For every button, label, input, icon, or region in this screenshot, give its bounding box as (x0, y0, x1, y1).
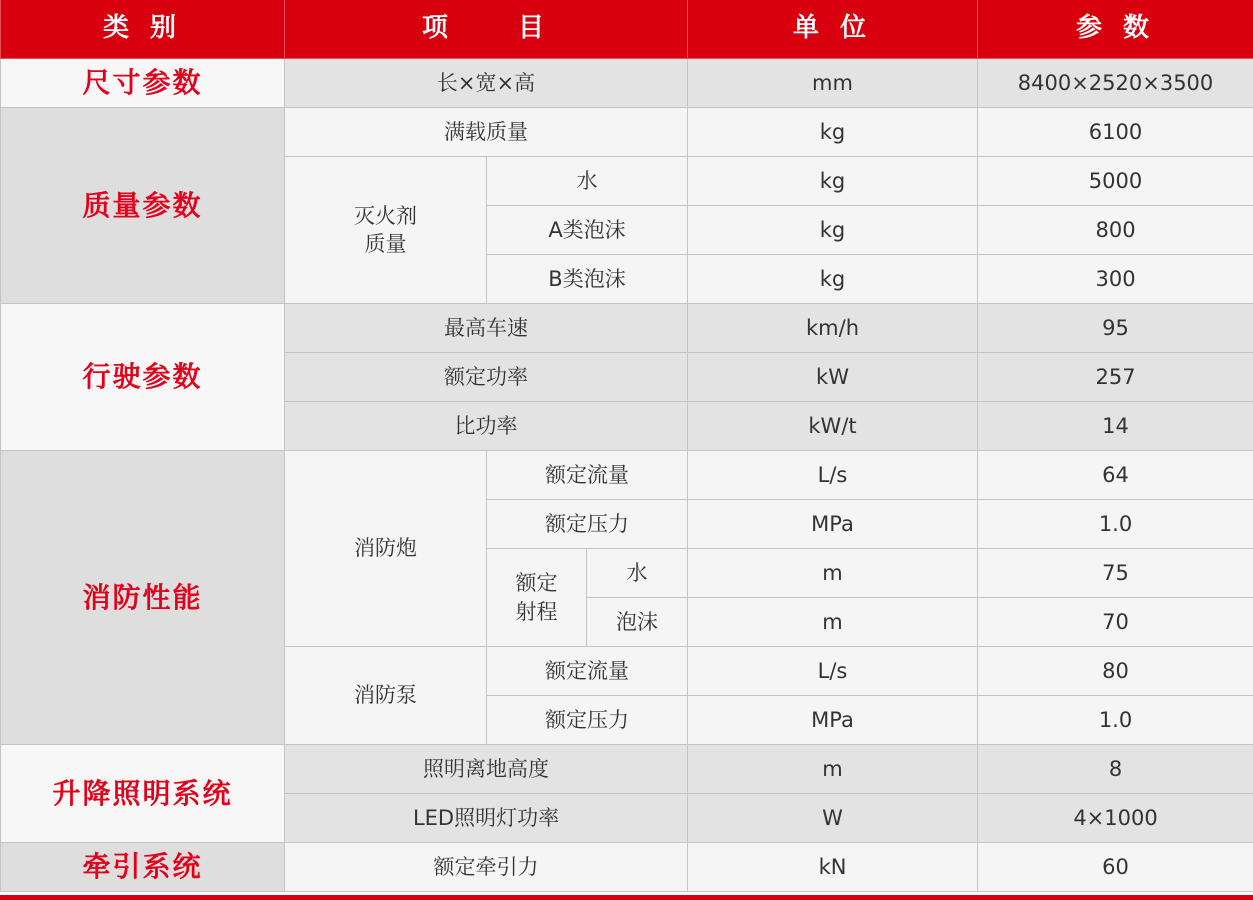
pump-label: 消防泵 (285, 647, 487, 745)
value-cell: 70 (978, 598, 1253, 647)
table-row (1, 843, 1253, 892)
item-cell: LED照明灯功率 (285, 794, 688, 843)
item-cell: 长×宽×高 (285, 59, 688, 108)
value-cell: 95 (978, 304, 1253, 353)
header-item: 项 目 (285, 0, 688, 59)
item-cell: B类泡沫 (487, 255, 688, 304)
item-cell: 照明离地高度 (285, 745, 688, 794)
value-cell: 8 (978, 745, 1253, 794)
value-cell: 1.0 (978, 500, 1253, 549)
value-cell: 80 (978, 647, 1253, 696)
unit-cell: kg (688, 206, 978, 255)
unit-cell: kg (688, 255, 978, 304)
table-row (1, 108, 1253, 157)
category-driving: 行驶参数 (1, 304, 285, 451)
item-cell: 满载质量 (285, 108, 688, 157)
unit-cell: L/s (688, 451, 978, 500)
item-cell: 额定功率 (285, 353, 688, 402)
item-cell: 比功率 (285, 402, 688, 451)
cannon-label: 消防炮 (285, 451, 487, 647)
table-row (1, 451, 1253, 500)
unit-cell: m (688, 598, 978, 647)
table-row (1, 304, 1253, 353)
range-label: 额定 射程 (487, 549, 587, 647)
header-unit: 单 位 (688, 0, 978, 59)
category-mass: 质量参数 (1, 108, 285, 304)
item-cell: 额定流量 (487, 451, 688, 500)
unit-cell: kg (688, 157, 978, 206)
header-param: 参 数 (978, 0, 1253, 59)
unit-cell: W (688, 794, 978, 843)
unit-cell: L/s (688, 647, 978, 696)
unit-cell: m (688, 549, 978, 598)
bottom-accent-bar (0, 895, 1253, 900)
unit-cell: kg (688, 108, 978, 157)
value-cell: 4×1000 (978, 794, 1253, 843)
category-lighting: 升降照明系统 (1, 745, 285, 843)
table-row (1, 59, 1253, 108)
item-cell: 额定牵引力 (285, 843, 688, 892)
value-cell: 14 (978, 402, 1253, 451)
unit-cell: kN (688, 843, 978, 892)
unit-cell: kW/t (688, 402, 978, 451)
value-cell: 64 (978, 451, 1253, 500)
value-cell: 60 (978, 843, 1253, 892)
item-cell: 额定压力 (487, 696, 688, 745)
item-cell: 水 (487, 157, 688, 206)
item-cell: 额定压力 (487, 500, 688, 549)
unit-cell: km/h (688, 304, 978, 353)
unit-cell: kW (688, 353, 978, 402)
value-cell: 300 (978, 255, 1253, 304)
header-row (1, 0, 1253, 59)
unit-cell: mm (688, 59, 978, 108)
category-traction: 牵引系统 (1, 843, 285, 892)
category-fire: 消防性能 (1, 451, 285, 745)
item-cell: A类泡沫 (487, 206, 688, 255)
value-cell: 6100 (978, 108, 1253, 157)
unit-cell: MPa (688, 696, 978, 745)
item-cell: 最高车速 (285, 304, 688, 353)
category-size: 尺寸参数 (1, 59, 285, 108)
item-cell: 泡沫 (587, 598, 688, 647)
value-cell: 1.0 (978, 696, 1253, 745)
table-row (1, 745, 1253, 794)
value-cell: 257 (978, 353, 1253, 402)
header-category: 类 别 (1, 0, 285, 59)
item-cell: 额定流量 (487, 647, 688, 696)
item-cell: 水 (587, 549, 688, 598)
value-cell: 800 (978, 206, 1253, 255)
agent-mass-label: 灭火剂 质量 (285, 157, 487, 304)
value-cell: 5000 (978, 157, 1253, 206)
value-cell: 8400×2520×3500 (978, 59, 1253, 108)
value-cell: 75 (978, 549, 1253, 598)
unit-cell: MPa (688, 500, 978, 549)
unit-cell: m (688, 745, 978, 794)
